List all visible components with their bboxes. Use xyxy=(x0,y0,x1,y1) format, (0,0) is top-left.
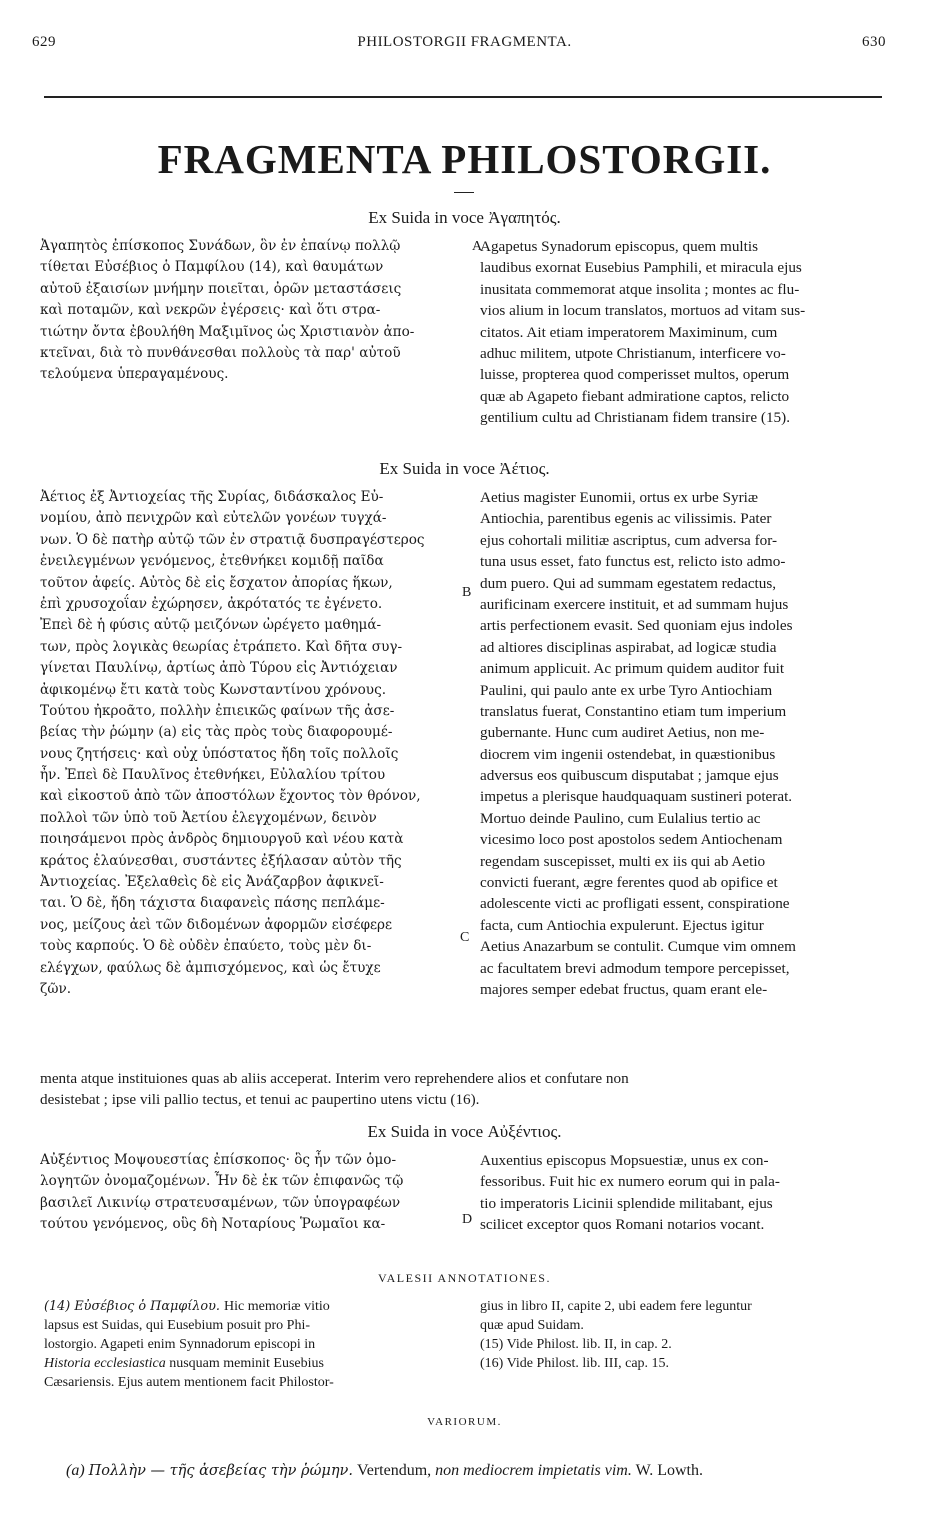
text-line: καὶ εἰκοστοῦ ἀπὸ τῶν ἀποστόλων ἔχοντος τὸν θρόνον, xyxy=(40,788,421,805)
text-line: πολλοὶ τῶν ὑπὸ τοῦ Ἀετίου ἐλεγχομένων, δεινὸν xyxy=(40,809,377,826)
text-line: ζῶν. xyxy=(40,980,72,997)
text-line: Mortuo deinde Paulino, cum Eulalius tertio ac xyxy=(480,809,761,827)
text-line: translatus fuerat, Constantino etiam tum imperium xyxy=(480,702,787,720)
text-line: νων. Ὁ δὲ πατὴρ αὐτῷ τῶν ἐν στρατιᾷ δυσπραγέστερος xyxy=(40,531,425,548)
text-line: adversus eos quibuscum disputabat ; jamque ejus xyxy=(480,767,779,785)
text-line: Ἀγαπητὸς ἐπίσκοπος Συνάδων, ὃν ἐν ἐπαίνῳ πολλῷ xyxy=(40,238,401,254)
text-line: νος, μείζους ἀεὶ τῶν διδομένων ἀφορμῶν εἰσέφερε xyxy=(40,916,393,933)
text-line: laudibus exornat Eusebius Pamphili, et miracula ejus xyxy=(480,259,802,277)
work-title-rest: nusquam meminit Eusebius xyxy=(169,1356,324,1371)
text-line: diocrem vim ingenii ostendebat, in quæstionibus xyxy=(480,745,776,763)
text-line: ad altiores disciplinas aspirabat, ad logicæ studia xyxy=(480,638,777,656)
text-line: των, πρὸς λογικὰς θεωρίας ἐτράπετο. Καὶ δῆτα συγ- xyxy=(40,638,403,655)
text-line: τίθεται Εὐσέβιος ὁ Παμφίλου (14), καὶ θαυμάτων xyxy=(40,259,384,276)
text-line: ἐπὶ χρυσοχοΐαν ἐχώρησεν, ἀκρότατός τε ἐγένετο. xyxy=(40,595,383,612)
text-line: ται. Ὁ δὲ, ἤδη τάχιστα διαφανεὶς πάσης πεπλάμε- xyxy=(40,895,385,912)
text-line: ελέγχων, φαύλως δὲ ἀμπισχόμενος, καὶ ὡς ἔτυχε xyxy=(40,959,381,976)
variorum-plain: Vertendum, xyxy=(356,1462,432,1479)
text-line: Antiochia, parentibus egenis ac vilissimis. Pater xyxy=(480,510,772,528)
variorum-label: (a) xyxy=(66,1462,85,1479)
margin-letter: D xyxy=(462,1212,473,1227)
text-line: τούτου γενόμενος, οὓς δὴ Νοταρίους Ῥωμαῖοι κα- xyxy=(40,1216,386,1233)
text-line: lapsus est Suidas, qui Eusebium posuit pro Phi- xyxy=(44,1318,310,1333)
variorum-title: VARIORUM. xyxy=(427,1416,502,1428)
variorum-greek: Πολλὴν — τῆς ἀσεβείας τὴν ῥώμην. xyxy=(88,1463,353,1479)
text-line: regendam suscepisset, multi ex iis qui ab Aetio xyxy=(480,852,766,870)
text-line: ἐνειλεγμένων γενόμενος, ἐτεθνήκει κομιδῇ παῖδα xyxy=(40,553,384,570)
text-line: tuna usus esset, fato functus est, relicto isto admo- xyxy=(480,553,786,571)
text-line: Ἀντιοχείας. Ἐξελαθεὶς δὲ εἰς Ἀνάζαρβον ἀφικνεῖ- xyxy=(40,874,384,891)
header-rule xyxy=(44,96,882,98)
text-line: vicesimo loco post apostolos sedem Antiochenam xyxy=(480,831,783,849)
text-line: (15) Vide Philost. lib. II, in cap. 2. xyxy=(480,1337,672,1352)
variorum-italic: non mediocrem impietatis vim. xyxy=(435,1462,632,1479)
text-line: Paulini, qui paulo ante ex urbe Tyro Antiochiam xyxy=(480,681,773,699)
text-line xyxy=(44,1297,462,1316)
lemma-text: Hic memoriæ vitio xyxy=(224,1299,330,1314)
text-line: gius in libro II, capite 2, ubi eadem fere leguntur xyxy=(480,1299,752,1314)
text-line: ac facultatem brevi admodum tempore percepisset, xyxy=(480,959,790,977)
text-line: facta, cum Antiochia expulerunt. Ejectus igitur xyxy=(480,916,764,934)
text-line: ἦν. Ἐπεὶ δὲ Παυλῖνος ἐτεθνήκει, Εὐλαλίου τρίτου xyxy=(40,767,386,784)
text-line: τιώτην ὄντα ἐβουλήθη Μαξιμῖνος ὡς Χριστιανὸν ἀπο- xyxy=(40,323,415,340)
text-line: majores semper edebat fructus, quam erant ele- xyxy=(480,980,768,998)
source-heading: Ex Suida in voce Ἀγαπητός. xyxy=(368,208,561,227)
latin-column xyxy=(480,236,892,429)
latin-full-line xyxy=(40,1068,892,1111)
text-line xyxy=(44,1354,462,1373)
text-line: adhuc militem, utpote Christianum, interficere vo- xyxy=(480,344,786,362)
text-line: fessoribus. Fuit hic ex numero eorum qui in pala- xyxy=(480,1173,780,1191)
text-line: gubernante. Hunc cum audiret Aetius, non me- xyxy=(480,724,765,742)
text-line: Ἐπεὶ δὲ ἡ φύσις αὐτῷ μειζόνων ὠρέγετο μαθημά- xyxy=(40,617,382,634)
work-title: Historia ecclesiastica xyxy=(44,1356,170,1371)
text-line: καὶ ποταμῶν, καὶ νεκρῶν ἐγέρσεις· καὶ ὅτι στρα- xyxy=(40,302,381,319)
page-number-left: 629 xyxy=(32,34,56,50)
text-line: βείας τὴν ῥώμην (a) εἰς τὰς πρὸς τοὺς διαφορουμέ- xyxy=(40,724,393,741)
text-line: τοῦτον ἀφείς. Αὐτὸς δὲ εἰς ἔσχατον ἀπορίας ἥκων, xyxy=(40,574,393,591)
text-line: Ἀέτιος ἐξ Ἀντιοχείας τῆς Συρίας, διδάσκαλος Εὐ- xyxy=(40,489,384,505)
text-line: quæ apud Suidam. xyxy=(480,1318,584,1333)
text-line: τοὺς καρπούς. Ὁ δὲ οὐδὲν ἐπαύετο, τοὺς μὲν δι- xyxy=(40,938,372,955)
latin-full-line-2: desistebat ; ipse vili pallio tectus, et tenui ac paupertino utens victu (16). xyxy=(40,1091,480,1109)
variorum-note xyxy=(66,1462,703,1480)
margin-letter: A xyxy=(472,239,483,254)
running-title: PHILOSTORGII FRAGMENTA. xyxy=(357,34,572,50)
text-line: lostorgio. Agapeti enim Synnadorum episcopi in xyxy=(44,1337,316,1352)
text-line: κτεῖναι, διὰ τὸ πυνθάνεσθαι πολλοὺς τὰ παρ' αὐτοῦ xyxy=(40,344,401,361)
text-line: Τούτου ἠκροᾶτο, πολλὴν ἐπιεικῶς φαίνων τῆς ἀσε- xyxy=(40,702,395,719)
text-line: inusitata commemorat atque insolita ; montes ac flu- xyxy=(480,280,800,298)
text-line: citatos. Ait etiam imperatorem Maximinum, cum xyxy=(480,323,778,341)
margin-letter: C xyxy=(460,930,470,945)
text-line: Αὐξέντιος Μοψουεστίας ἐπίσκοπος· ὃς ἦν τῶν ὁμο- xyxy=(40,1152,397,1168)
greek-column xyxy=(40,487,460,1000)
page-title: FRAGMENTA PHILOSTORGII. xyxy=(157,136,772,182)
greek-column xyxy=(40,236,460,386)
text-line: γίνεται Παυλίνῳ, ἀρτίως ἀπὸ Τύρου εἰς Ἀντιόχειαν xyxy=(40,660,398,677)
text-line: luisse, propterea quod comperisset multos, operum xyxy=(480,366,790,384)
annotations-left xyxy=(44,1297,462,1392)
text-line: νους ζητήσεις· καὶ οὐχ ὑπόστατος ἤδη τοῖς πολλοῖς xyxy=(40,745,399,762)
text-line: vios alium in locum translatos, mortuos ad vitam sus- xyxy=(480,302,806,320)
text-line: animum applicuit. Ac primum quidem auditor fuit xyxy=(480,660,785,678)
variorum-author: W. Lowth. xyxy=(635,1462,703,1479)
latin-column xyxy=(480,487,892,1000)
text-line: Aetius magister Eunomii, ortus ex urbe Syriæ xyxy=(480,489,758,506)
source-heading: Ex Suida in voce Ἀέτιος. xyxy=(379,459,550,478)
text-line: adolescente victi ac profligati essent, conspiratione xyxy=(480,895,790,913)
source-heading: Ex Suida in voce Αὐξέντιος. xyxy=(367,1122,562,1141)
text-line: quæ ab Agapeto fiebant admiratione captos, relicto xyxy=(480,387,790,405)
text-line: ejus cohortali militiæ ascriptus, cum adversa for- xyxy=(480,531,778,549)
annotations-title: VALESII ANNOTATIONES. xyxy=(378,1271,551,1285)
text-line: tio imperatoris Licinii splendide militabant, ejus xyxy=(480,1194,773,1212)
greek-column xyxy=(40,1150,460,1236)
title-dash xyxy=(454,192,474,193)
text-line: ποιησάμενοι πρὸς ἀνδρὸς δημιουργοῦ καὶ νέου κατὰ xyxy=(40,831,404,848)
text-line: aurificinam exercere instituit, et ad summam hujus xyxy=(480,595,789,613)
lemma: (14) Εὐσέβιος ὁ Παμφίλου. xyxy=(44,1299,225,1314)
text-line: gentilium cultu ad Christianam fidem transire (15). xyxy=(480,409,791,427)
margin-letter: B xyxy=(462,585,472,600)
text-line: τελούμενα ὑπεραγαμένους. xyxy=(40,366,229,383)
text-line: λογητῶν ὀνομαζομένων. Ἦν δὲ ἐκ τῶν ἐπιφανῶς τῷ xyxy=(40,1173,404,1190)
page-number-right: 630 xyxy=(862,34,886,50)
text-line: αὐτοῦ ἐξαισίων μνήμην ποιεῖται, ὀρῶν μεταστάσεις xyxy=(40,280,402,297)
text-line: Aetius Anazarbum se contulit. Cumque vim omnem xyxy=(480,938,796,956)
annotations-right xyxy=(480,1297,892,1373)
text-line: (16) Vide Philost. lib. III, cap. 15. xyxy=(480,1356,670,1371)
text-line: artis perfectionem evasit. Sed quoniam ejus indoles xyxy=(480,617,793,635)
text-line: κράτος ἐλαύνεσθαι, συστάντες ἐξήλασαν αὐτὸν τῆς xyxy=(40,852,402,869)
text-line: scilicet exceptor quos Romani notarios vocant. xyxy=(480,1216,765,1234)
text-line: Cæsariensis. Ejus autem mentionem facit Philostor- xyxy=(44,1375,334,1390)
text-line: ἀφικομένῳ ἔτι κατὰ τοὺς Κωνσταντίνου χρόνους. xyxy=(40,681,387,698)
text-line: Auxentius episcopus Mopsuestiæ, unus ex con- xyxy=(480,1152,769,1169)
text-line: Agapetus Synadorum episcopus, quem multis xyxy=(480,238,758,255)
text-line: dum puero. Qui ad summam egestatem redactus, xyxy=(480,574,777,592)
text-line: convicti fuerant, ægre ferentes quod ab opifice et xyxy=(480,874,778,892)
latin-full-line-1: menta atque instituiones quas ab aliis acceperat. Interim vero reprehendere alios et confutare non xyxy=(40,1070,629,1087)
latin-column xyxy=(480,1150,892,1236)
text-line: βασιλεῖ Λικινίῳ στρατευσαμένων, τῶν ὑπογραφέων xyxy=(40,1194,401,1211)
text-line: impetus a plerisque haudquaquam sustineri poterat. xyxy=(480,788,793,806)
text-line: νομίου, ἀπὸ πενιχρῶν καὶ εὐτελῶν γονέων τυγχά- xyxy=(40,510,387,527)
